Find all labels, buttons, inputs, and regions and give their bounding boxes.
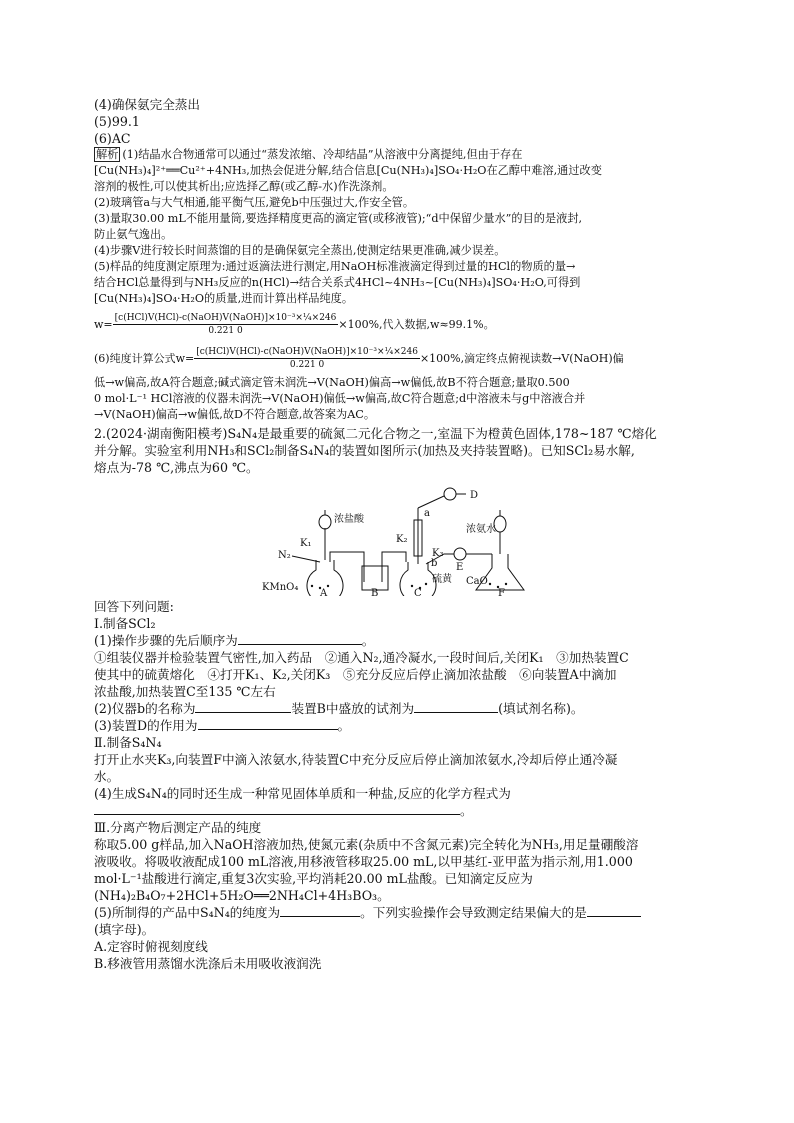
- label-hcl: 浓盐酸: [334, 514, 364, 525]
- analysis-line: 溶剂的极性,可以使其析出;应选择乙醇(或乙醇-水)作洗涤剂。: [94, 180, 394, 193]
- question-text: (2)仪器b的名称为: [94, 701, 196, 716]
- formula-numerator: [c(HCl)V(HCl)-c(NaOH)V(NaOH)]×10⁻³×¼×246: [114, 312, 337, 323]
- label-kmno4: KMnO₄: [262, 582, 299, 593]
- purity-formula-2: [94, 341, 700, 375]
- question-text: 。下列实验操作会导致测定结果偏大的是: [360, 905, 587, 920]
- label-k3: K₃: [432, 548, 444, 559]
- paragraph-line: 液吸收。将吸收液配成100 mL溶液,用移液管移取25.00 mL,以甲基红-亚甲蓝为指示剂,用1.000: [94, 854, 633, 869]
- answer-5: (5)99.1: [94, 114, 140, 129]
- answer-blank-3[interactable]: [198, 717, 338, 730]
- label-k2: K₂: [396, 534, 408, 545]
- section-heading-2: Ⅱ.制备S₄N₄: [94, 735, 162, 750]
- question-2-stem: 熔点为-78 ℃,沸点为60 ℃。: [94, 460, 259, 475]
- questions-intro: 回答下列问题:: [94, 599, 174, 614]
- question-text: (3)装置D的作用为: [94, 718, 198, 733]
- answer-blank-4[interactable]: [94, 802, 460, 815]
- analysis-tag: 解析: [96, 148, 119, 161]
- dropping-funnel: [319, 515, 331, 529]
- formula-prefix: w=: [94, 317, 113, 331]
- paragraph-line: 称取5.00 g样品,加入NaOH溶液加热,使氮元素(杂质中不含氮元素)完全转化为NH₃,用足量硼酸溶: [94, 837, 639, 852]
- question-text: 。: [460, 803, 473, 818]
- label-n2: N₂: [278, 550, 291, 561]
- analysis-line: 结合HCl总量得到与NH₃反应的n(HCl)→结合关系式4HCl~4NH₃~[Cu(NH₃)₄]SO₄·H₂O,可得到: [94, 276, 581, 289]
- label-sulfur: 硫黄: [432, 574, 452, 585]
- document-page: [94, 96, 700, 972]
- analysis-line-1: [94, 147, 700, 163]
- formula-suffix: ×100%,滴定终点俯视读数→V(NaOH)偏: [419, 352, 624, 365]
- question-2: [94, 700, 700, 717]
- label-b-condenser: b: [431, 558, 438, 569]
- label-c: C: [414, 588, 422, 596]
- label-f: F: [498, 588, 505, 596]
- answer-6: (6)AC: [94, 131, 131, 146]
- question-1: [94, 632, 700, 649]
- apparatus-svg: [94, 480, 700, 596]
- question-text: 装置B中盛放的试剂为: [291, 701, 415, 716]
- paragraph-line: 水。: [94, 769, 120, 784]
- analysis-line: →V(NaOH)偏高→w偏低,故D不符合题意,故答案为AC。: [94, 408, 376, 421]
- paragraph-line: 打开止水夹K₃,向装置F中滴入浓氨水,待装置C中充分反应后停止滴加浓氨水,冷却后停止通冷凝: [94, 752, 618, 767]
- analysis-line: 防止氨气逸出。: [94, 228, 173, 241]
- bottle-b: [362, 566, 388, 590]
- question-text: (5)所制得的产品中S₄N₄的纯度为: [94, 905, 281, 920]
- option-line: 使其中的硫黄熔化 ④打开K₁、K₂,关闭K₃ ⑤充分反应后停止滴加浓盐酸 ⑥向装置A中滴加: [94, 667, 617, 682]
- label-d: D: [470, 490, 479, 501]
- purity-formula-1: [94, 307, 700, 341]
- formula-denominator: 0.221 0: [208, 325, 243, 336]
- option-line: 浓盐酸,加热装置C至135 ℃左右: [94, 684, 276, 699]
- analysis-text: (1)结晶水合物通常可以通过“蒸发浓缩、冷却结晶”从溶液中分离提纯,但由于存在: [122, 148, 523, 161]
- paragraph-line: mol·L⁻¹盐酸进行滴定,重复3次实验,平均消耗20.00 mL盐酸。已知滴定反应为: [94, 871, 533, 886]
- analysis-line: (2)玻璃管a与大气相通,能平衡气压,避免b中压强过大,作安全管。: [94, 196, 415, 209]
- section-heading-1: Ⅰ.制备SCl₂: [94, 616, 156, 631]
- option-line: ①组装仪器并检验装置气密性,加入药品 ②通入N₂,通冷凝水,一段时间后,关闭K₁ ③加热装置C: [94, 650, 629, 665]
- n2-inlet-tube: [292, 556, 320, 562]
- drying-tube: [444, 488, 456, 500]
- answer-blank-2a[interactable]: [195, 700, 291, 713]
- label-k1: K₁: [300, 538, 312, 549]
- question-text: 。: [361, 633, 375, 648]
- section-heading-3: Ⅲ.分离产物后测定产品的纯度: [94, 820, 262, 835]
- answer-blank-2b[interactable]: [414, 700, 498, 713]
- analysis-line: [Cu(NH₃)₄]SO₄·H₂O的质量,进而计算出样品纯度。: [94, 292, 354, 305]
- formula-fraction: [194, 346, 420, 371]
- question-text: (1)操作步骤的先后顺序为: [94, 633, 238, 648]
- analysis-line: (5)样品的纯度测定原理为:通过返滴法进行测定,用NaOH标准液滴定得到过量的HCl的物质的量→: [94, 260, 576, 273]
- label-a-tube: a: [424, 508, 430, 519]
- formula-denominator: 0.221 0: [289, 359, 325, 370]
- reaction-equation: (NH₄)₂B₄O₇+2HCl+5H₂O══2NH₄Cl+4H₃BO₃。: [94, 888, 390, 903]
- option-a: A.定容时俯视刻度线: [94, 939, 208, 954]
- label-cao: CaO: [466, 576, 488, 587]
- analysis-line: [Cu(NH₃)₄]²⁺══Cu²⁺+4NH₃,加热会促进分解,结合信息[Cu(NH₃)₄]SO₄·H₂O在乙醇中难溶,通过改变: [94, 164, 602, 177]
- analysis-line: 低→w偏高,故A符合题意;碱式滴定管未润洗→V(NaOH)偏高→w偏低,故B不符合题意;量取0.500: [94, 376, 570, 389]
- question-5: [94, 904, 700, 921]
- apparatus-diagram: [94, 480, 700, 596]
- answer-blank-1[interactable]: [238, 632, 362, 645]
- analysis-line: (3)量取30.00 mL不能用量筒,要选择精度更高的滴定管(或移液管);“d中保留少量水”的目的是液封,: [94, 212, 583, 225]
- question-2-stem: 2.(2024·湖南衡阳模考)S₄N₄是最重要的硫氮二元化合物之一,室温下为橙黄色固体,178~187 ℃熔化: [94, 426, 657, 441]
- answer-4: (4)确保氨完全蒸出: [94, 97, 200, 112]
- option-b: B.移液管用蒸馏水洗涤后未用吸收液润洗: [94, 956, 322, 971]
- question-text: 。: [337, 718, 351, 733]
- question-2-stem: 并分解。实验室利用NH₃和SCl₂制备S₄N₄的装置如图所示(加热及夹持装置略)。已知SCl₂易水解,: [94, 443, 635, 458]
- formula-numerator: [c(HCl)V(HCl)-c(NaOH)V(NaOH)]×10⁻³×¼×246: [196, 346, 418, 357]
- answer-blank-5b[interactable]: [587, 904, 641, 917]
- label-ammonia: 浓氨水: [466, 524, 496, 535]
- formula-suffix: ×100%,代入数据,w≈99.1%。: [338, 318, 495, 331]
- question-3: [94, 717, 700, 734]
- question-text: (填试剂名称)。: [498, 701, 584, 716]
- label-a: A: [320, 588, 328, 596]
- label-b: B: [371, 588, 379, 596]
- analysis-line: (4)步骤Ⅴ进行较长时间蒸馏的目的是确保氨完全蒸出,使测定结果更准确,减少误差。: [94, 244, 506, 257]
- question-4-answer-line: [94, 802, 700, 819]
- formula-fraction: [113, 312, 339, 337]
- bulb-e: [454, 548, 466, 560]
- label-e: E: [456, 562, 464, 573]
- formula-prefix: (6)纯度计算公式w=: [94, 352, 195, 365]
- question-4: (4)生成S₄N₄的同时还生成一种常见固体单质和一种盐,反应的化学方程式为: [94, 786, 511, 801]
- answer-blank-5a[interactable]: [280, 904, 360, 917]
- question-5-tail: (填字母)。: [94, 922, 155, 937]
- analysis-line: 0 mol·L⁻¹ HCl溶液的仪器未润洗→V(NaOH)偏低→w偏高,故C符合题意;d中溶液未与g中溶液合并: [94, 392, 586, 405]
